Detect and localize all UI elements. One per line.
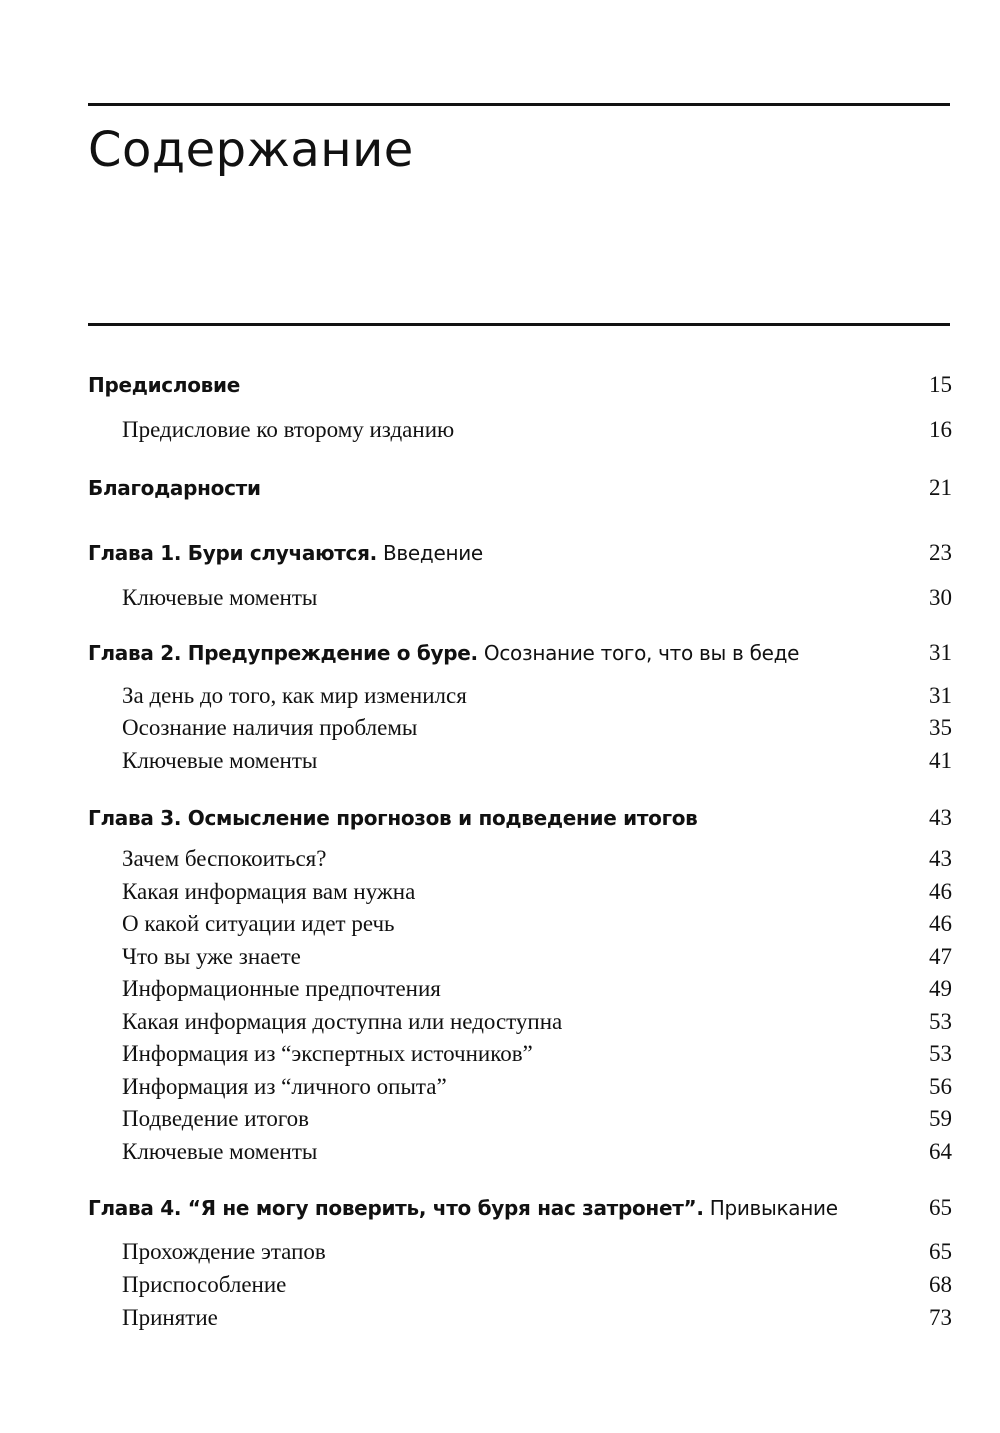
toc-entry-subtitle: Осознание того, что вы в беде: [477, 641, 800, 665]
toc-entry-title: За день до того, как мир изменился: [122, 683, 467, 708]
toc-page-number: 47: [929, 944, 952, 969]
toc-page-number: 53: [929, 1041, 952, 1066]
toc-subentry: [88, 582, 952, 614]
toc-entry-title: Что вы уже знаете: [122, 944, 301, 969]
toc-page-number: 49: [929, 976, 952, 1001]
toc-chapter-entry: [88, 1192, 952, 1224]
page-title: Содержание: [88, 122, 414, 178]
toc-chapter-entry: [88, 537, 952, 569]
toc-subentry: [88, 1006, 952, 1038]
toc-chapter-entry: [88, 472, 952, 504]
toc-page-number: 46: [929, 911, 952, 936]
toc-entry-bold-title: Глава 4. “Я не могу поверить, что буря нас затронет”.: [88, 1196, 704, 1220]
toc-page-number: 46: [929, 879, 952, 904]
toc-subentry: [88, 1236, 952, 1268]
toc-entry-title: О какой ситуации идет речь: [122, 911, 395, 936]
toc-page-number: 15: [929, 372, 952, 397]
toc-entry-bold-title: Предисловие: [88, 373, 240, 397]
toc-page-number: 65: [929, 1195, 952, 1220]
toc-page-number: 16: [929, 417, 952, 442]
toc-subentry: [88, 876, 952, 908]
toc-subentry: [88, 680, 952, 712]
toc-subentry: [88, 1302, 952, 1334]
toc-page-number: 41: [929, 748, 952, 773]
toc-entry-title: Осознание наличия проблемы: [122, 715, 418, 740]
toc-entry-title: [88, 537, 483, 569]
toc-entry-title: Какая информация доступна или недоступна: [122, 1009, 563, 1034]
toc-chapter-entry: [88, 802, 952, 834]
toc-entry-title: [88, 802, 698, 834]
toc-subentry: [88, 1269, 952, 1301]
toc-subentry: [88, 908, 952, 940]
toc-entry-title: Информация из “экспертных источников”: [122, 1041, 533, 1066]
toc-entry-title: Подведение итогов: [122, 1106, 310, 1131]
toc-page-number: 65: [929, 1239, 952, 1264]
toc-page-number: 31: [929, 683, 952, 708]
toc-entry-title: [88, 1192, 838, 1224]
toc-page-number: 43: [929, 805, 952, 830]
toc-entry-subtitle: Привыкание: [703, 1196, 838, 1220]
toc-entry-bold-title: Глава 2. Предупреждение о буре.: [88, 641, 478, 665]
toc-page-number: 21: [929, 475, 952, 500]
toc-entry-bold-title: Благодарности: [88, 476, 261, 500]
toc-chapter-entry: [88, 369, 952, 401]
toc-entry-title: Приспособление: [122, 1272, 287, 1297]
toc-subentry: [88, 1103, 952, 1135]
toc-page-number: 59: [929, 1106, 952, 1131]
toc-entry-bold-title: Глава 3. Осмысление прогнозов и подведение итогов: [88, 806, 698, 830]
toc-entry-title: Какая информация вам нужна: [122, 879, 416, 904]
toc-entry-title: Ключевые моменты: [122, 748, 318, 773]
toc-subentry: [88, 1071, 952, 1103]
toc-subentry: [88, 712, 952, 744]
toc-entry-title: Зачем беспокоиться?: [122, 846, 327, 871]
toc-page-number: 64: [929, 1139, 952, 1164]
toc-entry-title: Принятие: [122, 1305, 218, 1330]
toc-entry-title: Информационные предпочтения: [122, 976, 441, 1001]
toc-page-number: 35: [929, 715, 952, 740]
toc-entry-subtitle: Введение: [376, 541, 483, 565]
toc-subentry: [88, 973, 952, 1005]
toc-entry-title: [88, 369, 240, 401]
toc-entry-title: [88, 637, 799, 669]
toc-chapter-entry: [88, 637, 952, 669]
toc-page-number: 31: [929, 640, 952, 665]
toc-page-number: 23: [929, 540, 952, 565]
toc-subentry: [88, 843, 952, 875]
toc-entry-title: Предисловие ко второму изданию: [122, 417, 455, 442]
toc-entry-title: Ключевые моменты: [122, 1139, 318, 1164]
toc-entry-title: Ключевые моменты: [122, 585, 318, 610]
toc-page-number: 53: [929, 1009, 952, 1034]
toc-page-number: 30: [929, 585, 952, 610]
toc-page-number: 43: [929, 846, 952, 871]
toc-subentry: [88, 1038, 952, 1070]
toc-subentry: [88, 414, 952, 446]
toc-entry-title: Прохождение этапов: [122, 1239, 326, 1264]
toc-page-number: 73: [929, 1305, 952, 1330]
toc-page-number: 68: [929, 1272, 952, 1297]
toc-entry-title: Информация из “личного опыта”: [122, 1074, 447, 1099]
toc-subentry: [88, 745, 952, 777]
toc-entry-title: [88, 472, 261, 504]
toc-subentry: [88, 941, 952, 973]
toc-entry-bold-title: Глава 1. Бури случаются.: [88, 541, 377, 565]
toc-page-number: 56: [929, 1074, 952, 1099]
toc-subentry: [88, 1136, 952, 1168]
